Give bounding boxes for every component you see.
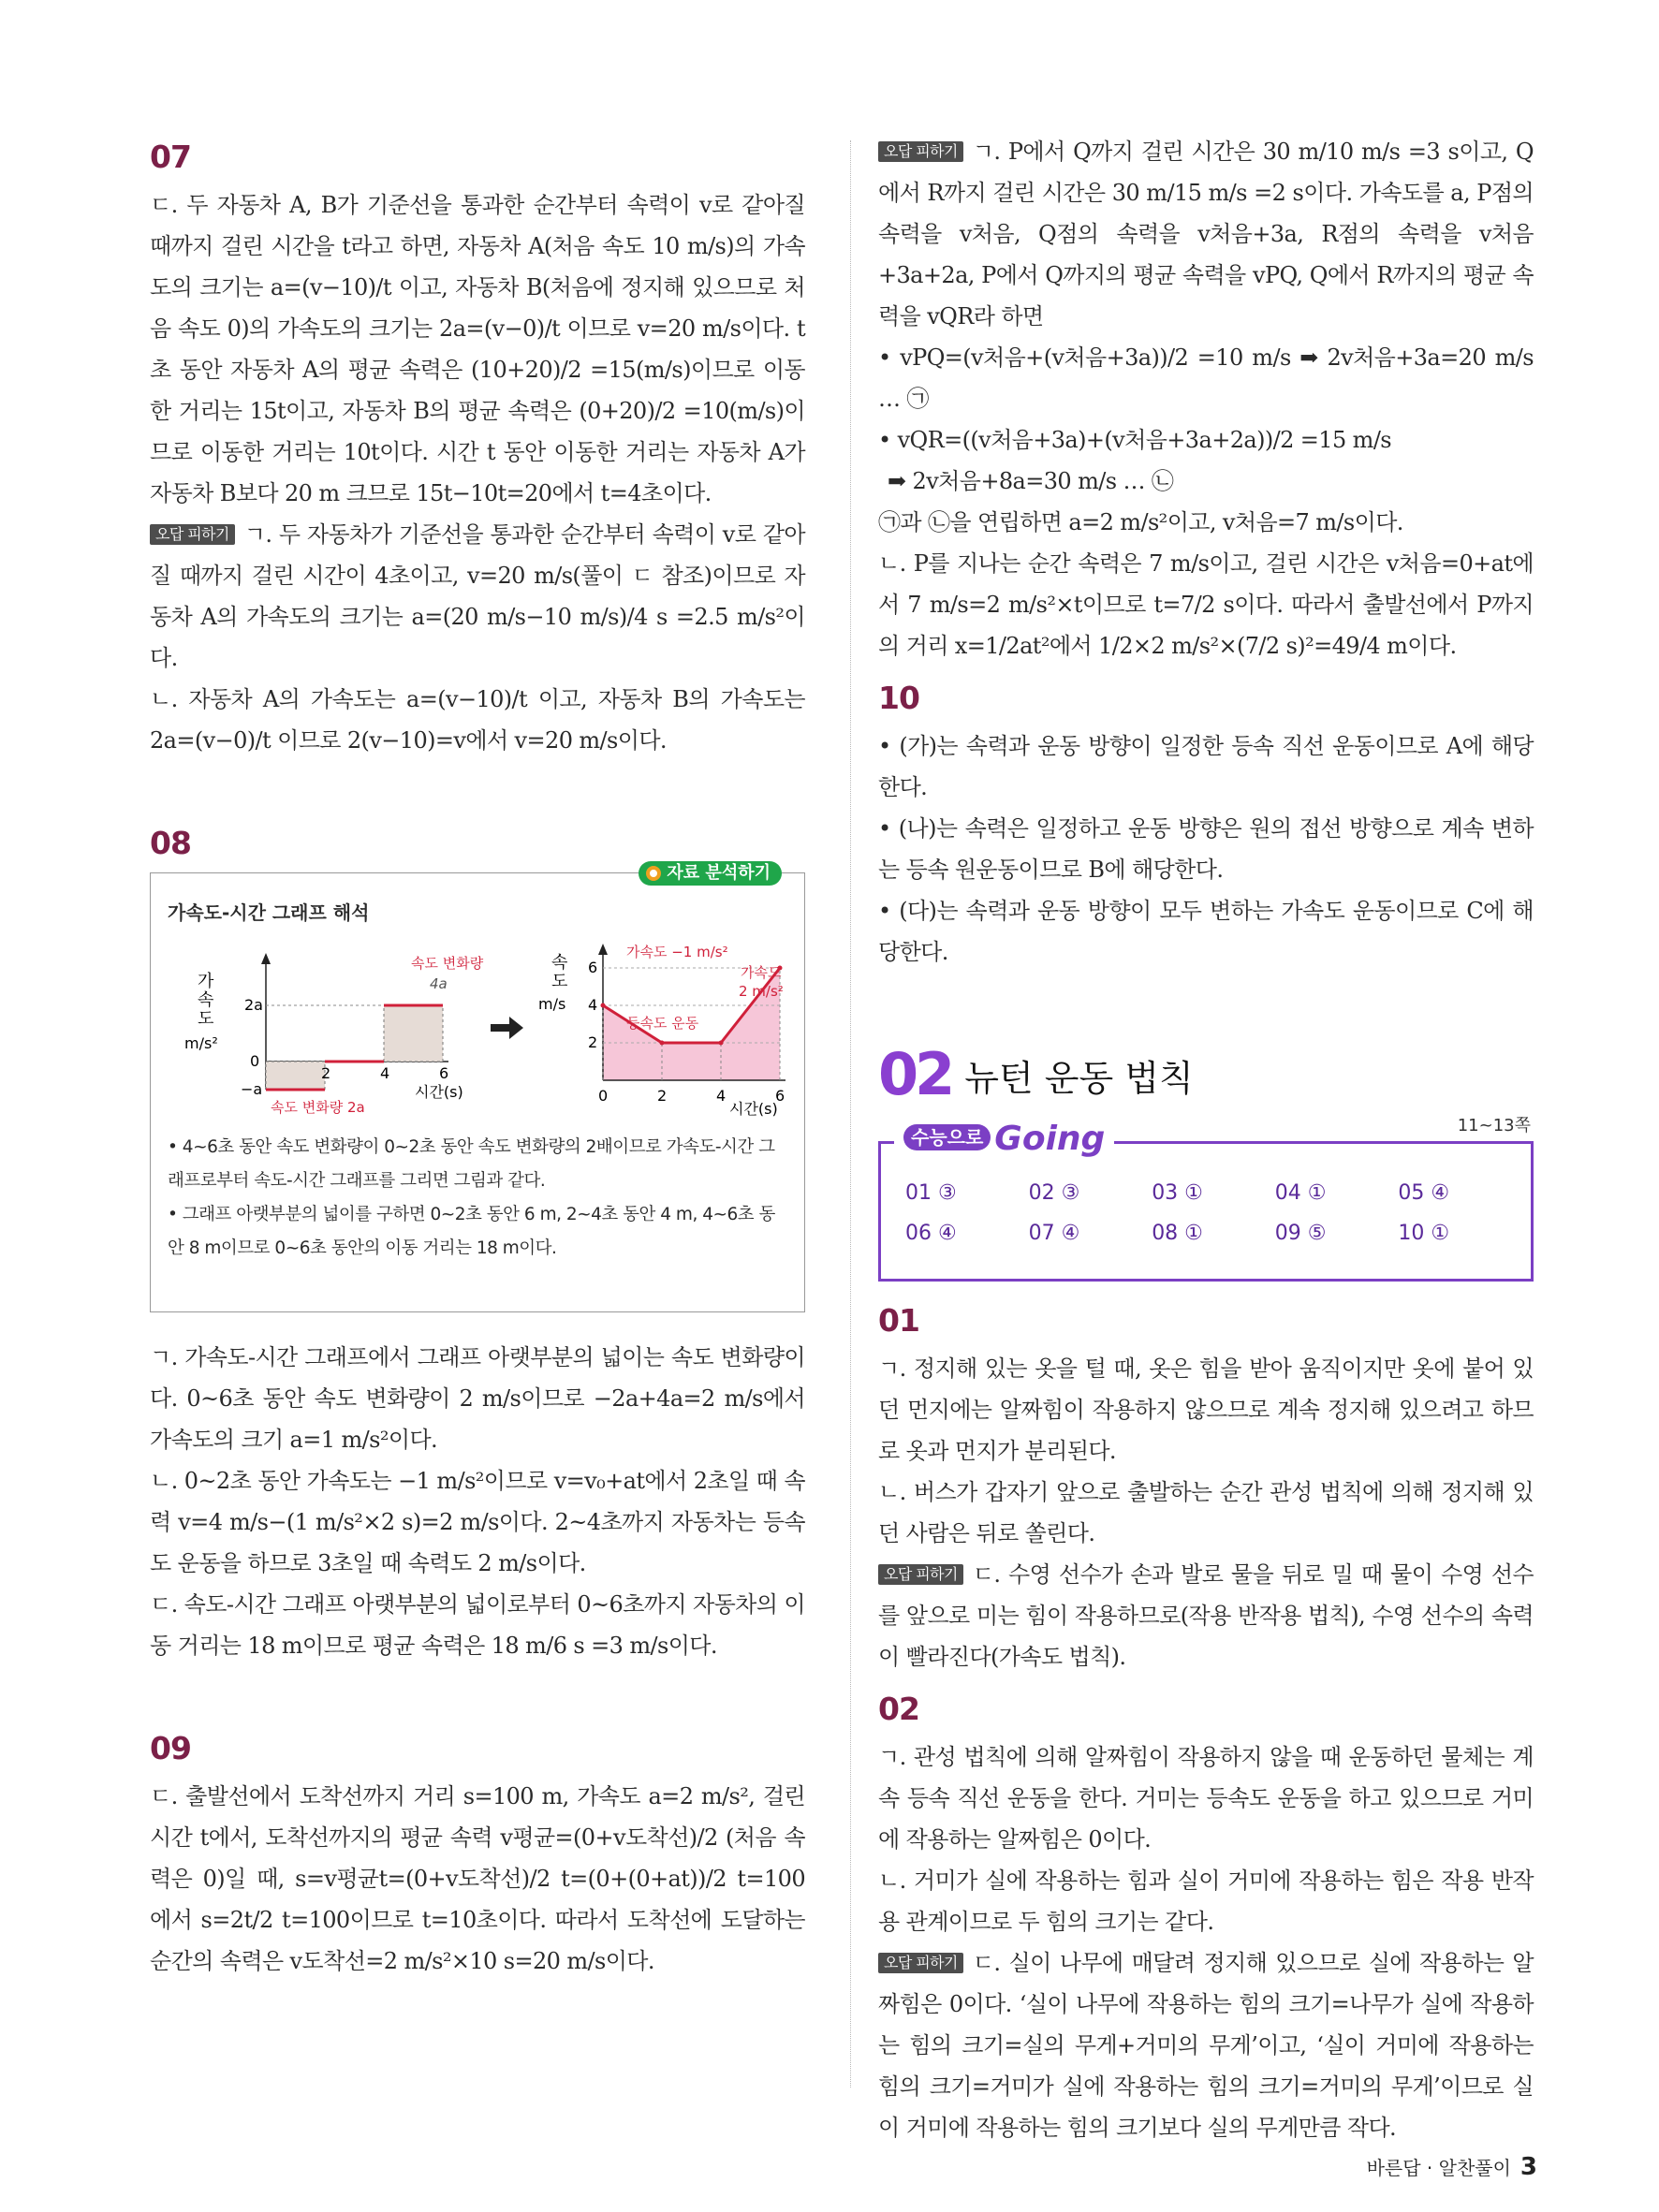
g2-xlabel: 시간(s) [729, 1100, 778, 1118]
g1-tick-x6: 6 [439, 1064, 449, 1082]
g2-x-tick-label: 6 [775, 1087, 785, 1105]
c02-explanation-a: ㄱ. 관성 법칙에 의해 알짜힘이 작용하지 않을 때 운동하던 물체는 계속 등속 직선 운동을 한다. 거미는 등속도 운동을 하고 있으므로 거미에 작용하는 알짜힘은 0이다. [878, 1744, 1534, 1853]
g2-ylabel-1: 속 [551, 953, 568, 973]
badge-icon [646, 866, 661, 881]
analysis-bullet-2-text: 그래프 아랫부분의 넓이를 구하면 0~2초 동안 6 m, 2~4초 동안 4 m, 4~6초 동안 8 m이므로 0~6초 동안의 이동 거리는 18 m이다. [168, 1205, 775, 1258]
graphs [168, 930, 787, 1127]
chapter-heading [878, 1040, 1534, 1108]
g1-area-negative [266, 1062, 325, 1090]
g2-y-tick-label: 2 [588, 1033, 598, 1051]
g1-ylabel-3: 도 [198, 1009, 214, 1029]
q10-bullet-2: • (나)는 속력은 일정하고 운동 방향은 원의 접선 방향으로 계속 변하는 등속 원운동이므로 B에 해당한다. [878, 815, 1534, 883]
footer-text: 바른답 · 알찬풀이 [1366, 2157, 1511, 2179]
chapter-title: 뉴턴 운동 법칙 [964, 1057, 1194, 1099]
g1-tick-2a: 2a [244, 996, 263, 1014]
c01-explanation-c [878, 1554, 1534, 1677]
g1-ylabel-1: 가 [198, 972, 214, 991]
column-divider [850, 140, 851, 2087]
answer-item: 05 ④ [1398, 1181, 1450, 1205]
answer-item: 07 ④ [1028, 1222, 1080, 1245]
wrong-answer-tag: 오답 피하기 [878, 1953, 963, 1973]
q09-explanation-a [878, 131, 1534, 337]
wrong-answer-tag: 오답 피하기 [878, 1564, 963, 1585]
q09-explanation-c: ㄷ. 출발선에서 도착선까지 거리 s=100 m, 가속도 a=2 m/s², 걸린 시간 t에서, 도착선까지의 평균 속력 v평균=(0+v도착선)/2 (처음 속력은 0)일 때, s=v평균t=(0+v도착선)/2 t=(0+(0+at))/2 t=100에서 s=2t/2 t=100이므로 t=10초이다. 따라서 도착선에 도달하는 순간의 속력은 v도착선=2 m/s²×10 s=20 m/s이다. [150, 1783, 805, 1974]
g2-ann-a: 가속도 −1 m/s² [626, 944, 728, 960]
q07-explanation-a-text: ㄱ. 두 자동차가 기준선을 통과한 순간부터 속력이 v로 같아질 때까지 걸린 시간이 4초이고, v=20 m/s(풀이 ㄷ 참조)이므로 자동차 A의 가속도의 크기는 a=(20 m/s−10 m/s)/4 s =2.5 m/s²이다. [150, 521, 805, 671]
g2-y-arrow [598, 944, 608, 955]
c01-explanation-a: ㄱ. 정지해 있는 옷을 털 때, 옷은 힘을 받아 움직이지만 옷에 붙어 있던 먼지에는 알짜힘이 작용하지 않으므로 계속 정지해 있으려고 하므로 옷과 먼지가 분리된다. [878, 1355, 1534, 1464]
analysis-bullet-1: • 4~6초 동안 속도 변화량이 0~2초 동안 속도 변화량의 2배이므로 가속도-시간 그래프로부터 속도-시간 그래프를 그리면 그림과 같다. [168, 1137, 775, 1191]
g2-data-point [719, 1041, 724, 1046]
c02-explanation-c [878, 1942, 1534, 2148]
right-arrow-icon [491, 1017, 523, 1039]
question-number-08: 08 [150, 825, 191, 861]
analysis-bullet-1-text: 4~6초 동안 속도 변화량이 0~2초 동안 속도 변화량의 2배이므로 가속도-시간 그래프로부터 속도-시간 그래프를 그리면 그림과 같다. [168, 1137, 775, 1191]
g2-data-point [601, 1003, 606, 1008]
g1-tick-neg-a: −a [241, 1080, 263, 1098]
wrong-answer-tag: 오답 피하기 [150, 524, 235, 545]
question-number-09: 09 [150, 1730, 191, 1766]
g2-ann-c1: 가속도 [741, 964, 782, 981]
q09-solution: ㉠과 ㉡을 연립하면 a=2 m/s²이고, v처음=7 m/s이다. [878, 509, 1403, 535]
g1-tick-x2: 2 [321, 1064, 331, 1082]
page-footer [1367, 2153, 1537, 2181]
velocity-time-graph [538, 944, 785, 1118]
going-title [894, 1120, 1114, 1158]
answer-item: 01 ③ [905, 1181, 957, 1205]
g2-x-tick-label: 4 [716, 1087, 727, 1105]
question-number-10: 10 [878, 680, 919, 716]
wrong-answer-tag: 오답 피하기 [878, 141, 963, 162]
question-number-c02: 02 [878, 1691, 919, 1727]
answer-grid [905, 1181, 1521, 1245]
g2-y-tick-label: 6 [588, 959, 598, 976]
left-column [150, 131, 805, 1982]
g1-xlabel: 시간(s) [415, 1083, 463, 1101]
page-number: 3 [1520, 2153, 1537, 2181]
answer-item: 08 ① [1152, 1222, 1203, 1245]
g2-yunit: m/s [538, 995, 566, 1013]
q09-equation-2: • vQR=((v처음+3a)+(v처음+3a+2a))/2 =15 m/s [878, 427, 1392, 453]
going-pages: 11~13쪽 [1457, 1116, 1531, 1135]
q09-equation-1: • vPQ=(v처음+(v처음+3a))/2 =10 m/s ➡ 2v처음+3a=20 m/s … ㉠ [878, 344, 1534, 412]
c01-explanation-c-text: ㄷ. 수영 선수가 손과 발로 물을 뒤로 밀 때 물이 수영 선수를 앞으로 미는 힘이 작용하므로(작용 반작용 법칙), 수영 선수의 속력이 빨라진다(가속도 법칙). [878, 1561, 1534, 1670]
q10-bullet-3: • (다)는 속력과 운동 방향이 모두 변하는 가속도 운동이므로 C에 해당한다. [878, 898, 1534, 965]
data-analysis-badge [639, 861, 782, 886]
g1-ann-top-value: 4a [430, 975, 448, 992]
g1-tick-0: 0 [250, 1052, 260, 1070]
analysis-title: 가속도-시간 그래프 해석 [168, 901, 370, 924]
g2-ann-c2: 2 m/s² [739, 983, 784, 1000]
right-column [878, 131, 1534, 2148]
q07-explanation-b: ㄴ. 자동차 A의 가속도는 a=(v−10)/t 이고, 자동차 B의 가속도는 2a=(v−0)/t 이므로 2(v−10)=v에서 v=20 m/s이다. [150, 686, 805, 754]
c02-explanation-b: ㄴ. 거미가 실에 작용하는 힘과 실이 거미에 작용하는 힘은 작용 반작용 관계이므로 두 힘의 크기는 같다. [878, 1868, 1534, 1935]
q09-equation-3: ➡ 2v처음+8a=30 m/s … ㉡ [888, 468, 1174, 494]
answer-item: 09 ⑤ [1274, 1222, 1327, 1245]
badge-label: 자료 분석하기 [667, 863, 771, 883]
c01-explanation-b: ㄴ. 버스가 갑자기 앞으로 출발하는 순간 관성 법칙에 의해 정지해 있던 사람은 뒤로 쏠린다. [878, 1479, 1534, 1546]
g2-y-tick-label: 4 [588, 996, 598, 1014]
q08-explanation-b: ㄴ. 0~2초 동안 가속도는 −1 m/s²이므로 v=v₀+at에서 2초일 때 속력 v=4 m/s−(1 m/s²×2 s)=2 m/s이다. 2~4초까지 자동차는 등속도 운동을 하므로 3초일 때 속력도 2 m/s이다. [150, 1468, 805, 1576]
q07-explanation-c: ㄷ. 두 자동차 A, B가 기준선을 통과한 순간부터 속력이 v로 같아질 때까지 걸린 시간을 t라고 하면, 자동차 A(처음 속도 10 m/s)의 가속도의 크기는 a=(v−10)/t 이고, 자동차 B(처음에 정지해 있으므로 처음 속도 0)의 가속도의 크기는 2a=(v−0)/t 이므로 v=20 m/s이다. t초 동안 자동차 A의 평균 속력은 (10+20)/2 =15(m/s)이므로 이동한 거리는 15t이고, 자동차 B의 평균 속력은 (0+20)/2 =10(m/s)이므로 이동한 거리는 10t이다. 시간 t 동안 이동한 거리는 자동차 A가 자동차 B보다 20 m 크므로 15t−10t=20에서 t=4초이다. [150, 192, 805, 506]
answer-item: 03 ① [1152, 1181, 1203, 1205]
g1-tick-x4: 4 [380, 1064, 390, 1082]
g1-ann-bottom: 속도 변화량 2a [271, 1099, 365, 1116]
q08-explanation-a: ㄱ. 가속도-시간 그래프에서 그래프 아랫부분의 넓이는 속도 변화량이다. 0~6초 동안 속도 변화량이 2 m/s이므로 −2a+4a=2 m/s에서 가속도의 크기 a=1 m/s²이다. [150, 1344, 805, 1453]
chapter-number: 02 [878, 1040, 952, 1108]
question-number-07: 07 [150, 139, 191, 175]
answer-summary-box [878, 1116, 1534, 1282]
g1-y-arrow [261, 953, 271, 964]
g2-x-tick-label: 2 [657, 1087, 668, 1105]
q09-explanation-b: ㄴ. P를 지나는 순간 속력은 7 m/s이고, 걸린 시간은 v처음=0+at에서 7 m/s=2 m/s²×t이므로 t=7/2 s이다. 따라서 출발선에서 P까지의 거리 x=1/2at²에서 1/2×2 m/s²×(7/2 s)²=49/4 m이다. [878, 550, 1534, 659]
g2-data-point [660, 1041, 665, 1046]
q09-explanation-a-text: ㄱ. P에서 Q까지 걸린 시간은 30 m/10 m/s =3 s이고, Q에서 R까지 걸린 시간은 30 m/15 m/s =2 s이다. 가속도를 a, P점의 속력을 v처음, Q점의 속력을 v처음+3a, R점의 속력을 v처음+3a+2a, P에서 Q까지의 평균 속력을 vPQ, Q에서 R까지의 평균 속력을 vQR라 하면 [878, 139, 1534, 330]
answer-item: 02 ③ [1028, 1181, 1080, 1205]
data-analysis-box [150, 863, 805, 1312]
answer-item: 06 ④ [905, 1222, 957, 1245]
q07-explanation-a [150, 514, 805, 679]
going-prefix: 수능으로 [903, 1124, 991, 1150]
analysis-bullet-2: • 그래프 아랫부분의 넓이를 구하면 0~2초 동안 6 m, 2~4초 동안 4 m, 4~6초 동안 8 m이므로 0~6초 동안의 이동 거리는 18 m이다. [168, 1205, 775, 1258]
question-number-c01: 01 [878, 1302, 919, 1339]
g1-area-positive [384, 1005, 443, 1062]
g2-x-tick-label: 0 [598, 1087, 609, 1105]
q08-explanation-c: ㄷ. 속도-시간 그래프 아랫부분의 넓이로부터 0~6초까지 자동차의 이동 거리는 18 m이므로 평균 속력은 18 m/6 s =3 m/s이다. [150, 1591, 805, 1659]
g1-ylabel-2: 속 [198, 990, 214, 1010]
g1-ann-top: 속도 변화량 [411, 955, 484, 972]
c02-explanation-c-text: ㄷ. 실이 나무에 매달려 정지해 있으므로 실에 작용하는 알짜힘은 0이다. ‘실이 나무에 작용하는 힘의 크기=나무가 실에 작용하는 힘의 크기=실의 무게+거미의 무게’이고, ‘실이 거미에 작용하는 힘의 크기=거미가 실에 작용하는 힘의 크기=거미의 무게’이므로 실이 거미에 작용하는 힘의 크기보다 실의 무게만큼 작다. [878, 1950, 1534, 2141]
g1-yunit: m/s² [184, 1034, 218, 1052]
q10-bullet-1: • (가)는 속력과 운동 방향이 일정한 등속 직선 운동이므로 A에 해당한다. [878, 733, 1534, 800]
going-label: Going [994, 1120, 1106, 1158]
acceleration-time-graph [184, 953, 484, 1116]
g2-ann-b: 등속도 운동 [626, 1015, 699, 1032]
answer-item: 04 ① [1274, 1181, 1327, 1205]
g2-ylabel-2: 도 [551, 972, 568, 991]
answer-item: 10 ① [1398, 1222, 1450, 1245]
